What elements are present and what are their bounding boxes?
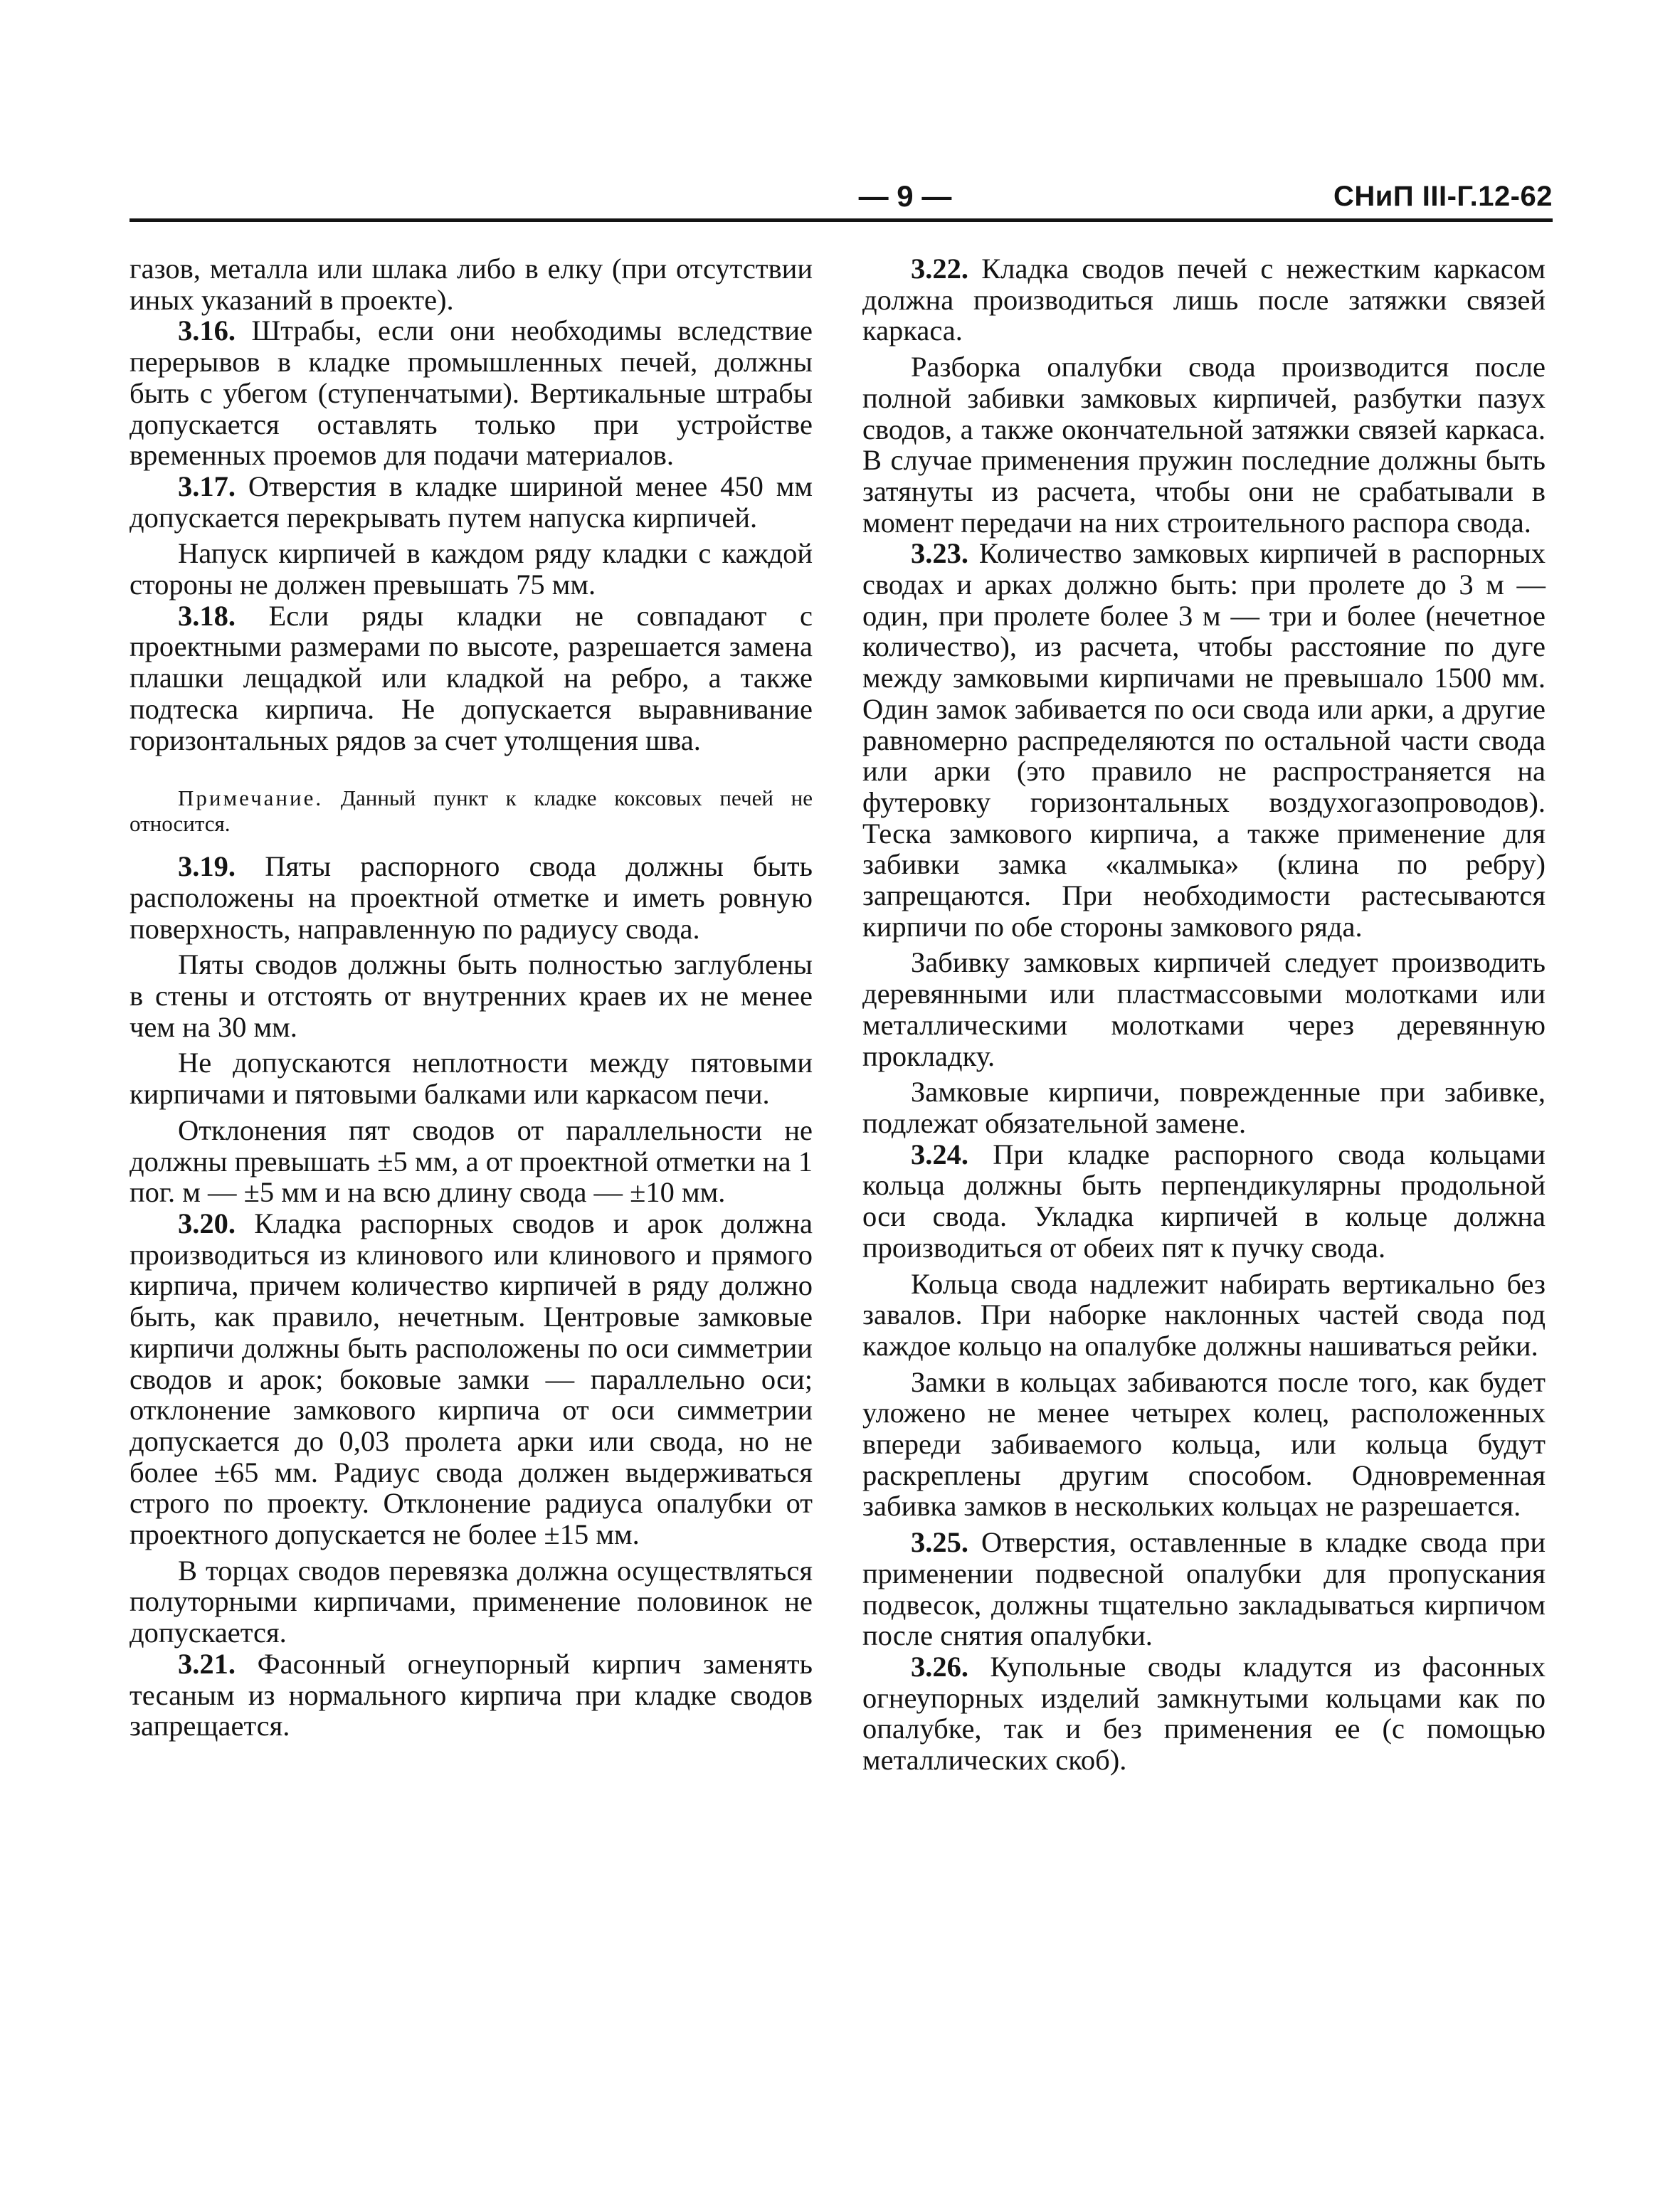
clause-number: 3.22. xyxy=(911,253,968,285)
clause-3-23: 3.23. Количество замковых кирпичей в распорных сводах и арках должно быть: при пролете до 3 м — один, при пролете более 3 м — три и более (нечетное количество), из расчета, чтобы расстояние по дуге между замковыми кирпичами не превышало 1500 мм. Один замок забивается по оси свода или арки, а другие равномерно распределяются по остальной части свода или арки (это правило не распространяется на футеровку горизонтальных воздухогазопроводов). Теска замкового кирпича, а также применение для забивки замка «калмыка» (клина по ребру) запрещаются. При необходимости растесываются кирпичи по обе стороны замкового ряда. xyxy=(862,537,1546,943)
paragraph: Замковые кирпичи, поврежденные при забивке, подлежат обязательной замене. xyxy=(862,1076,1546,1139)
page-header xyxy=(130,178,1553,215)
clause-3-17: 3.17. Отверстия в кладке шириной менее 450 мм допускается перекрывать путем напуска кирпичей. xyxy=(130,470,813,534)
header-rule xyxy=(130,218,1553,222)
clause-number: 3.17. xyxy=(178,470,236,502)
clause-number: 3.19. xyxy=(178,850,236,883)
paragraph: Пяты сводов должны быть полностью заглублены в стены и отстоять от внутренних краев их не менее чем на 30 мм. xyxy=(130,948,813,1043)
paragraph: Не допускаются неплотности между пятовыми кирпичами и пятовыми балками или каркасом печи. xyxy=(130,1047,813,1111)
clause-number: 3.18. xyxy=(178,599,236,632)
clause-3-25: 3.25. Отверстия, оставленные в кладке свода при применении подвесной опалубки для пропускания подвесок, должны тщательно закладываться кирпичом после снятия опалубки. xyxy=(862,1526,1546,1652)
paragraph: Забивку замковых кирпичей следует производить деревянными или пластмассовыми молотками или металлическими молотками через деревянную прокладку. xyxy=(862,946,1546,1072)
paragraph: Разборка опалубки свода производится после полной забивки замковых кирпичей, разбутки пазух сводов, а также окончательной затяжки связей каркаса. В случае применения пружин последние должны быть затянуты из расчета, чтобы они не срабатывали в момент передачи на них строительного распора свода. xyxy=(862,351,1546,539)
clause-3-16: 3.16. Штрабы, если они необходимы вследствие перерывов в кладке промышленных печей, должны быть с убегом (ступенчатыми). Вертикальные штрабы допускается оставлять только при устройстве временных проемов для подачи материалов. xyxy=(130,314,813,472)
clause-3-26: 3.26. Купольные своды кладутся из фасонных огнеупорных изделий замкнутыми кольцами как по опалубке, так и без применения ее (с помощью металлических скоб). xyxy=(862,1650,1546,1777)
note: Примечание. Данный пункт к кладке коксовых печей не относится. xyxy=(130,785,813,837)
clause-number: 3.16. xyxy=(178,314,236,347)
document-code: СНиП III-Г.12-62 xyxy=(1333,181,1553,212)
paragraph: Замки в кольцах забиваются после того, как будет уложено не менее четырех колец, расположенных впереди забиваемого кольца, или кольца будут раскреплены другим способом. Одновременная забивка замков в нескольких кольцах не разрешается. xyxy=(862,1365,1546,1523)
page-number: — 9 — xyxy=(858,179,952,213)
clause-3-18: 3.18. Если ряды кладки не совпадают с проектными размерами по высоте, разрешается замена плашки лещадкой или кладкой на ребро, а также подтеска кирпича. Не допускается выравнивание горизонтальных рядов за счет утолщения шва. xyxy=(130,599,813,756)
clause-number: 3.20. xyxy=(178,1207,236,1239)
right-column xyxy=(862,253,1546,1776)
paragraph: В торцах сводов перевязка должна осуществляться полуторными кирпичами, применение половинок не допускается. xyxy=(130,1554,813,1649)
clause-3-19: 3.19. Пяты распорного свода должны быть расположены на проектной отметке и иметь ровную поверхность, направленную по радиусу свода. xyxy=(130,850,813,945)
clause-3-20: 3.20. Кладка распорных сводов и арок должна производиться из клинового или клинового и прямого кирпича, причем количество кирпичей в ряду должно быть, как правило, нечетным. Центровые замковые кирпичи должны быть расположены по оси симметрии сводов и арок; боковые замки — параллельно оси; отклонение замкового кирпича от оси симметрии допускается до 0,03 пролета арки или свода, но не более ±65 мм. Радиус свода должен выдерживаться строго по проекту. Отклонение радиуса опалубки от проектного допускается не более ±15 мм. xyxy=(130,1207,813,1551)
clause-number: 3.23. xyxy=(911,537,968,570)
paragraph: Отклонения пят сводов от параллельности не должны превышать ±5 мм, а от проектной отметки на 1 пог. м — ±5 мм и на всю длину свода — ±10 мм. xyxy=(130,1113,813,1209)
clause-number: 3.26. xyxy=(911,1650,968,1683)
note-label: Примечание. xyxy=(178,785,324,811)
clause-number: 3.21. xyxy=(178,1647,236,1680)
clause-number: 3.25. xyxy=(911,1526,968,1559)
clause-3-21: 3.21. Фасонный огнеупорный кирпич заменять тесаным из нормального кирпича при кладке сводов запрещается. xyxy=(130,1647,813,1742)
paragraph: Напуск кирпичей в каждом ряду кладки с каждой стороны не должен превышать 75 мм. xyxy=(130,537,813,601)
left-column xyxy=(130,253,813,1742)
clause-3-24: 3.24. При кладке распорного свода кольцами кольца должны быть перпендикулярны продольной оси свода. Укладка кирпичей в кольце должна производиться от обеих пят к пучку свода. xyxy=(862,1138,1546,1264)
paragraph: Кольца свода надлежит набирать вертикально без завалов. При наборке наклонных частей свода под каждое кольцо на опалубке должны нашиваться рейки. xyxy=(862,1267,1546,1362)
paragraph: газов, металла или шлака либо в елку (при отсутствии иных указаний в проекте). xyxy=(130,253,813,316)
clause-number: 3.24. xyxy=(911,1138,968,1170)
clause-3-22: 3.22. Кладка сводов печей с нежестким каркасом должна производиться лишь после затяжки связей каркаса. xyxy=(862,253,1546,347)
